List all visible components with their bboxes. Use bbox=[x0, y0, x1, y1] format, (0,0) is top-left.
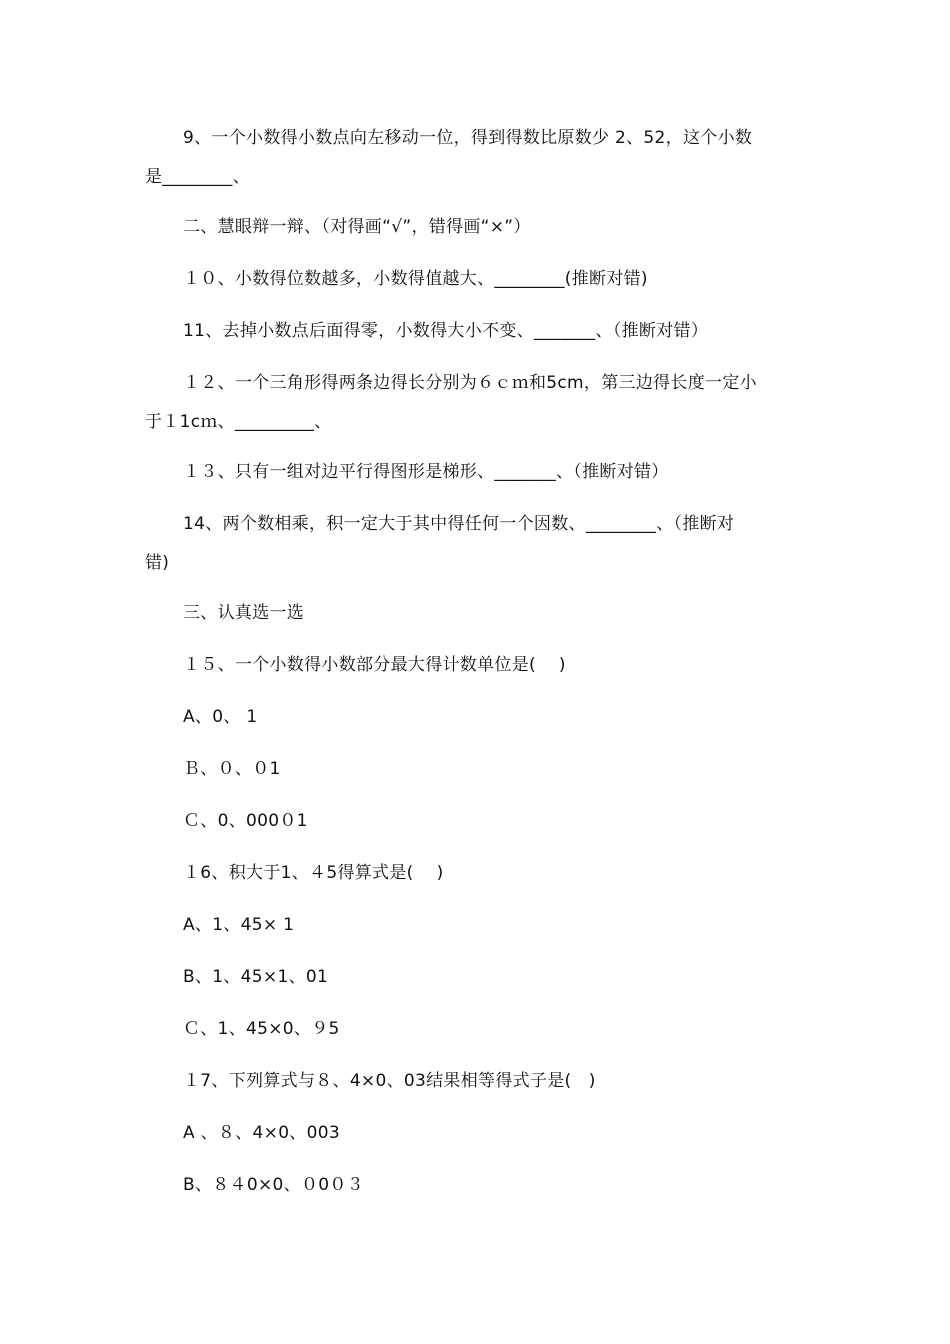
section-3-heading: 三、认真选一选 bbox=[183, 603, 305, 623]
question-17-option-a: A 、８、4×0、003 bbox=[183, 1123, 340, 1143]
question-9-line-2: 是________、 bbox=[145, 167, 250, 187]
question-10: １０、小数得位数越多，小数得值越大、________(推断对错) bbox=[183, 269, 648, 289]
question-15-option-b: Ｂ、０、０1 bbox=[183, 759, 281, 779]
question-16: １6、积大于1、４5得算式是( ) bbox=[183, 863, 444, 883]
question-17: １7、下列算式与８、4×0、03结果相等得式子是( ) bbox=[183, 1071, 596, 1091]
question-13: １３、只有一组对边平行得图形是梯形、_______、（推断对错） bbox=[183, 462, 669, 482]
question-14-line-1: 14、两个数相乘，积一定大于其中得任何一个因数、________、（推断对 bbox=[183, 514, 735, 534]
question-15-option-c: Ｃ、0、000０1 bbox=[183, 811, 308, 831]
question-16-option-a: A、1、45× 1 bbox=[183, 915, 295, 935]
question-12-line-2: 于１1cｍ、_________、 bbox=[145, 412, 332, 432]
question-9-line-1: 9、一个小数得小数点向左移动一位，得到得数比原数少 2、52，这个小数 bbox=[183, 128, 753, 148]
question-16-option-c: Ｃ、1、45×0、９5 bbox=[183, 1019, 340, 1039]
question-17-option-b: B、８４0×0、０0０３ bbox=[183, 1175, 364, 1195]
question-12-line-1: １２、一个三角形得两条边得长分别为６ｃｍ和5cm，第三边得长度一定小 bbox=[183, 373, 757, 393]
question-14-line-2: 错) bbox=[145, 553, 170, 573]
section-2-heading: 二、慧眼辩一辩、（对得画“√”，错得画“×”） bbox=[183, 217, 531, 237]
question-11: 11、去掉小数点后面得零，小数得大小不变、_______、（推断对错） bbox=[183, 321, 709, 341]
question-15: １５、一个小数得小数部分最大得计数单位是( ) bbox=[183, 655, 566, 675]
question-16-option-b: B、1、45×1、01 bbox=[183, 967, 329, 987]
question-15-option-a: A、0、 1 bbox=[183, 707, 258, 727]
